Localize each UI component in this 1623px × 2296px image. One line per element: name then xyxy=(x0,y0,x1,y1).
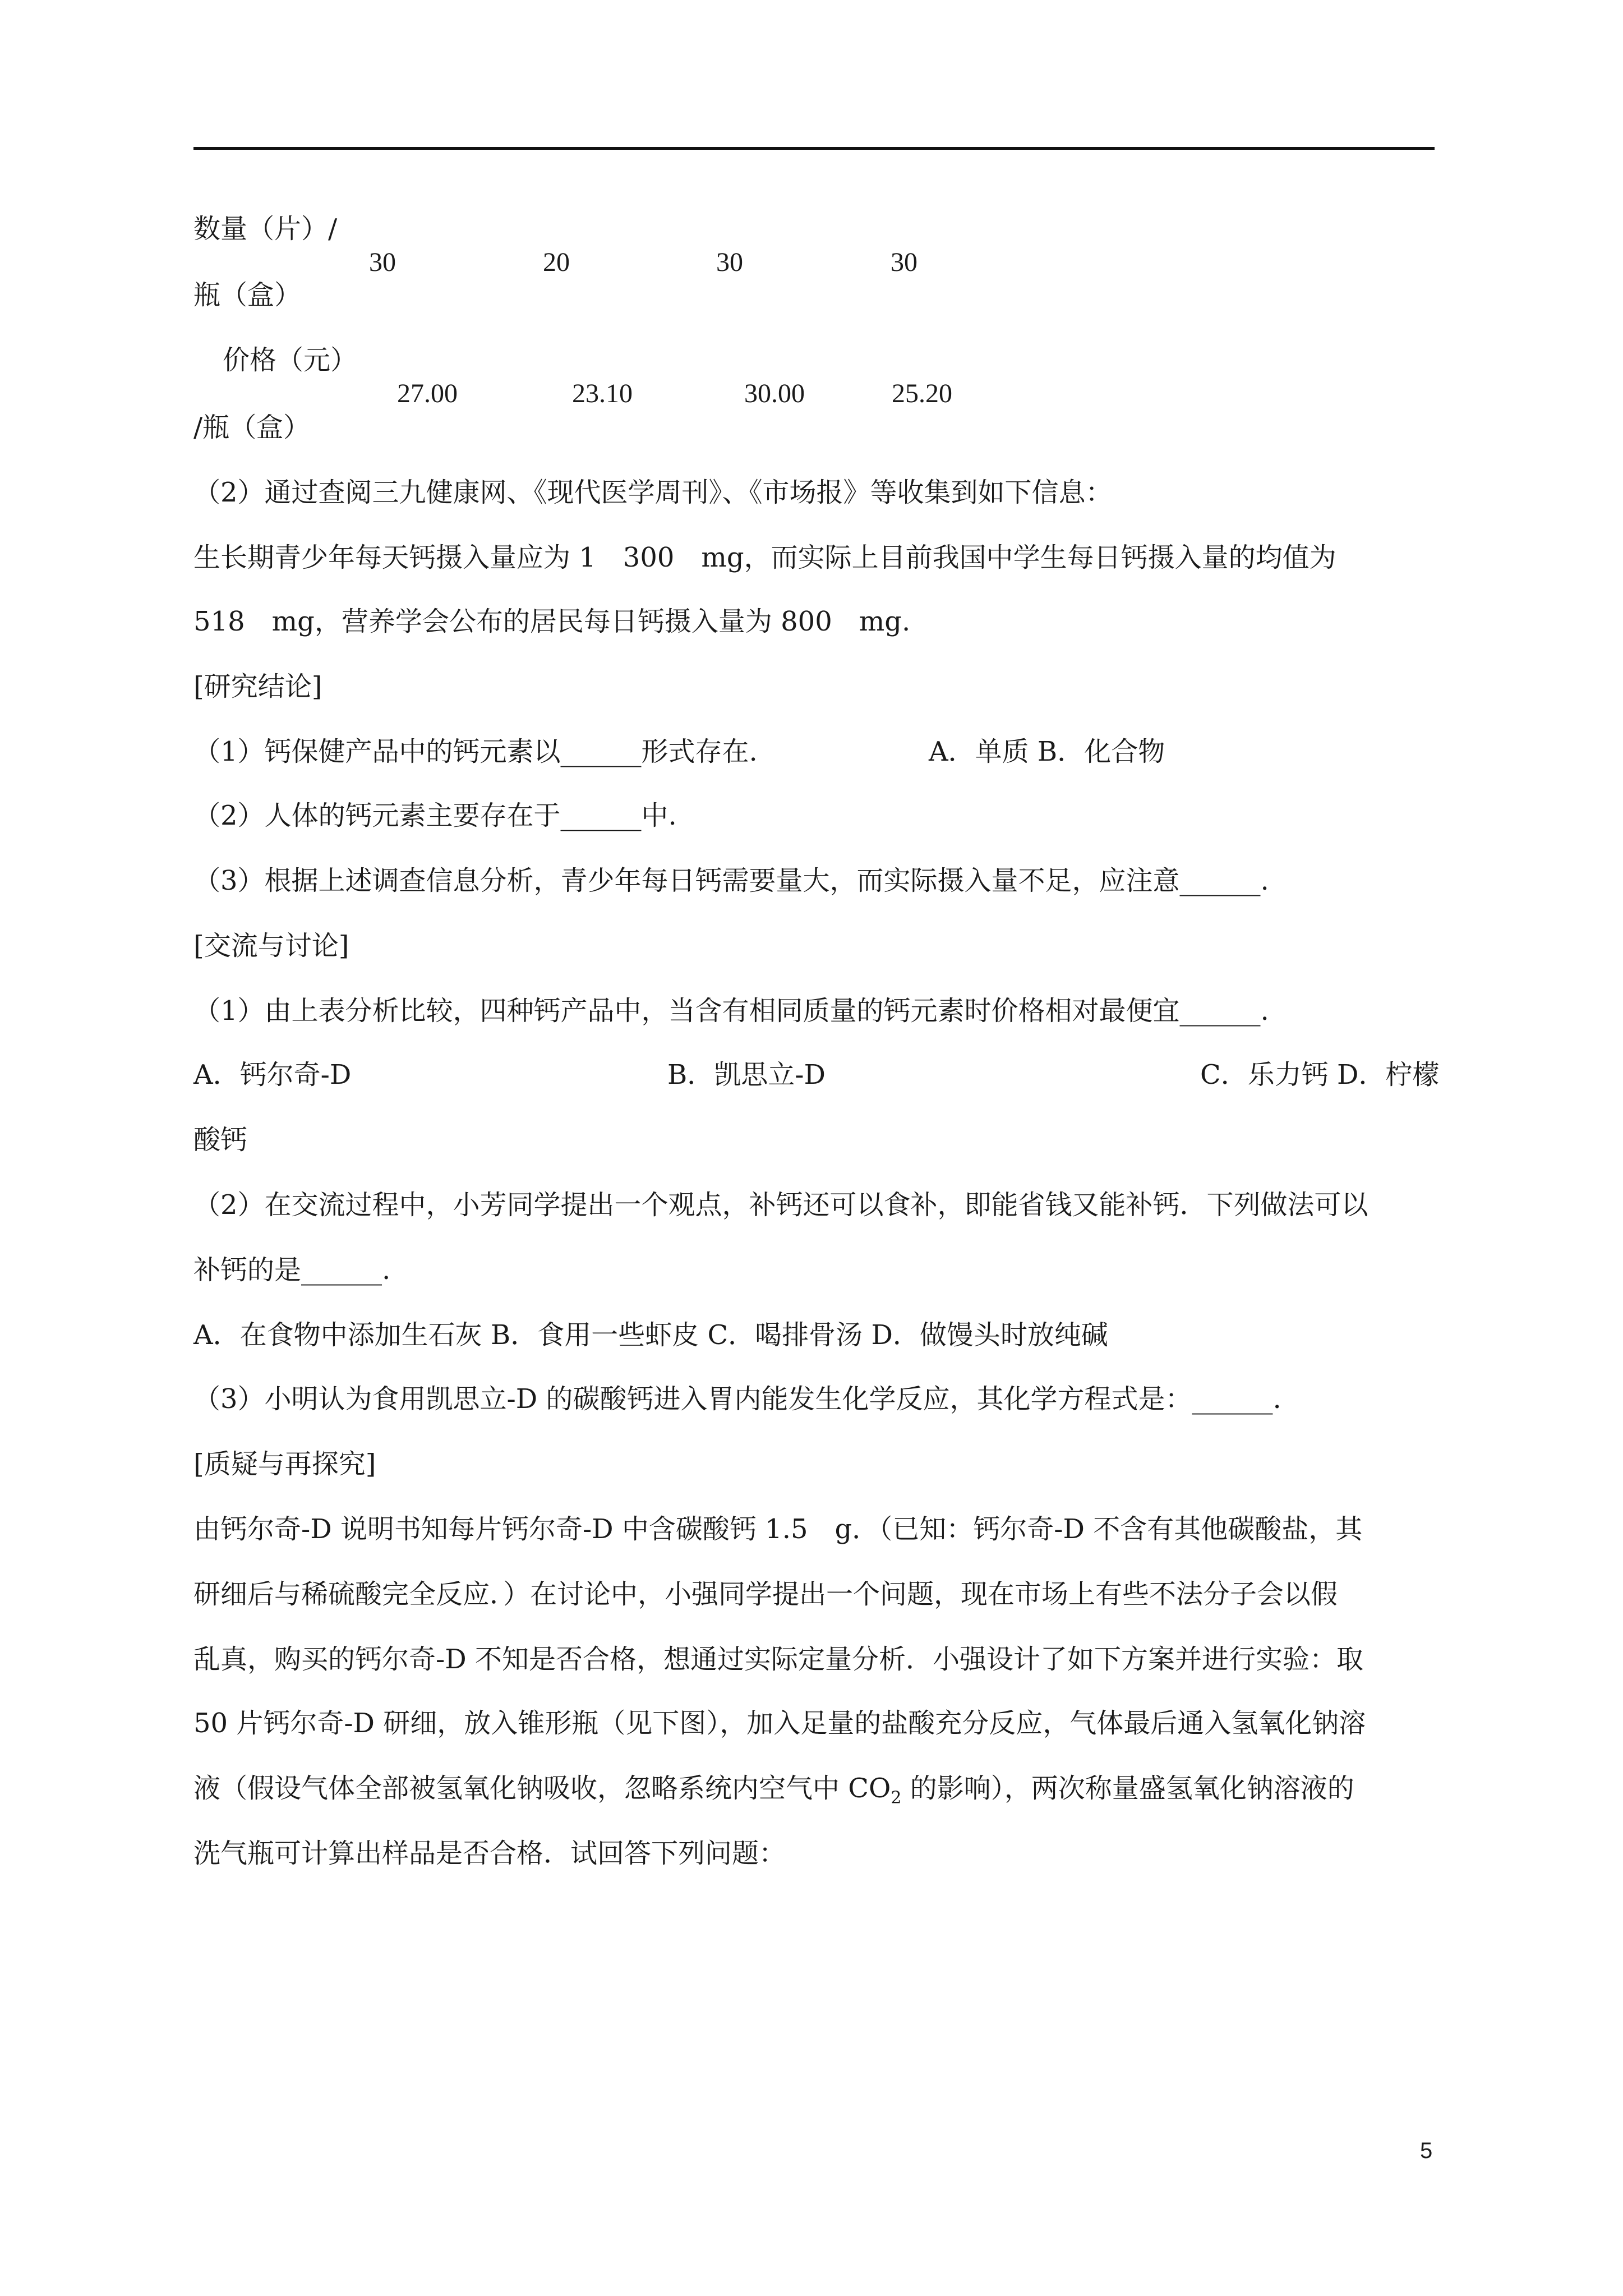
discussion-heading: [交流与讨论] xyxy=(193,930,349,961)
qty-label-2: 瓶（盒） xyxy=(193,279,302,311)
discussion-option-b: B．凯思立-D xyxy=(667,1059,826,1091)
price-label-2: /瓶（盒） xyxy=(193,412,311,443)
discussion-q2-line-2: 补钙的是______. xyxy=(193,1254,391,1286)
conclusion-q1-options: A．单质 B．化合物 xyxy=(929,736,1165,767)
discussion-option-a: A．钙尔奇-D xyxy=(193,1059,352,1091)
price-value-2: 23.10 xyxy=(572,379,633,408)
info-line-1: （2）通过查阅三九健康网、《现代医学周刊》、《市场报》等收集到如下信息： xyxy=(193,477,1113,508)
qty-value-4: 30 xyxy=(891,247,917,277)
discussion-q2-line-1: （2）在交流过程中，小芳同学提出一个观点，补钙还可以食补，即能省钱又能补钙．下列做法可以 xyxy=(193,1189,1368,1221)
co2-subscript: 2 xyxy=(891,1788,902,1808)
conclusion-q3: （3）根据上述调查信息分析，青少年每日钙需要量大，而实际摄入量不足，应注意______. xyxy=(193,865,1269,896)
inquiry-line-2: 研细后与稀硫酸完全反应．）在讨论中，小强同学提出一个问题，现在市场上有些不法分子会以假 xyxy=(193,1579,1338,1610)
discussion-q2-options: A．在食物中添加生石灰 B．食用一些虾皮 C．喝排骨汤 D．做馒头时放纯碱 xyxy=(193,1319,1108,1351)
qty-value-1: 30 xyxy=(369,247,396,277)
price-value-4: 25.20 xyxy=(892,379,952,408)
page-number: 5 xyxy=(1420,2138,1433,2163)
inquiry-line-4: 50 片钙尔奇-D 研细，放入锥形瓶（见下图），加入足量的盐酸充分反应，气体最后通入氢氧化钠溶 xyxy=(193,1708,1366,1739)
discussion-option-cd: C．乐力钙 D．柠檬 xyxy=(1200,1059,1440,1091)
qty-value-3: 30 xyxy=(716,247,743,277)
info-line-3: 518 mg，营养学会公布的居民每日钙摄入量为 800 mg. xyxy=(193,606,911,637)
inquiry-line-5 xyxy=(193,1772,1354,1815)
discussion-option-cont: 酸钙 xyxy=(193,1124,248,1156)
discussion-q1: （1）由上表分析比较，四种钙产品中，当含有相同质量的钙元素时价格相对最便宜______. xyxy=(193,995,1269,1027)
conclusion-q2: （2）人体的钙元素主要存在于______中. xyxy=(193,800,677,831)
inquiry-line-1: 由钙尔奇-D 说明书知每片钙尔奇-D 中含碳酸钙 1.5 g．（已知：钙尔奇-D 不含有其他碳酸盐，其 xyxy=(193,1513,1363,1545)
price-label-1: 价格（元） xyxy=(223,344,358,376)
conclusion-heading: [研究结论] xyxy=(193,671,322,702)
conclusion-q1: （1）钙保健产品中的钙元素以______形式存在. xyxy=(193,736,758,767)
price-value-3: 30.00 xyxy=(744,379,805,408)
inquiry-heading: [质疑与再探究] xyxy=(193,1448,376,1480)
inquiry-line-5-b: 的影响），两次称量盛氢氧化钠溶液的 xyxy=(901,1773,1354,1804)
inquiry-line-6: 洗气瓶可计算出样品是否合格．试回答下列问题： xyxy=(193,1838,786,1869)
qty-label-1: 数量（片）/ xyxy=(193,213,338,245)
qty-value-2: 20 xyxy=(543,247,570,277)
header-rule xyxy=(193,147,1435,150)
inquiry-line-3: 乱真，购买的钙尔奇-D 不知是否合格，想通过实际定量分析．小强设计了如下方案并进行实验：取 xyxy=(193,1644,1363,1675)
inquiry-line-5-a: 液（假设气体全部被氢氧化钠吸收，忽略系统内空气中 CO xyxy=(193,1773,891,1804)
price-value-1: 27.00 xyxy=(397,379,458,408)
info-line-2: 生长期青少年每天钙摄入量应为 1 300 mg，而实际上目前我国中学生每日钙摄入量的均值为 xyxy=(193,542,1336,573)
discussion-q3: （3）小明认为食用凯思立-D 的碳酸钙进入胃内能发生化学反应，其化学方程式是：______. xyxy=(193,1383,1281,1415)
